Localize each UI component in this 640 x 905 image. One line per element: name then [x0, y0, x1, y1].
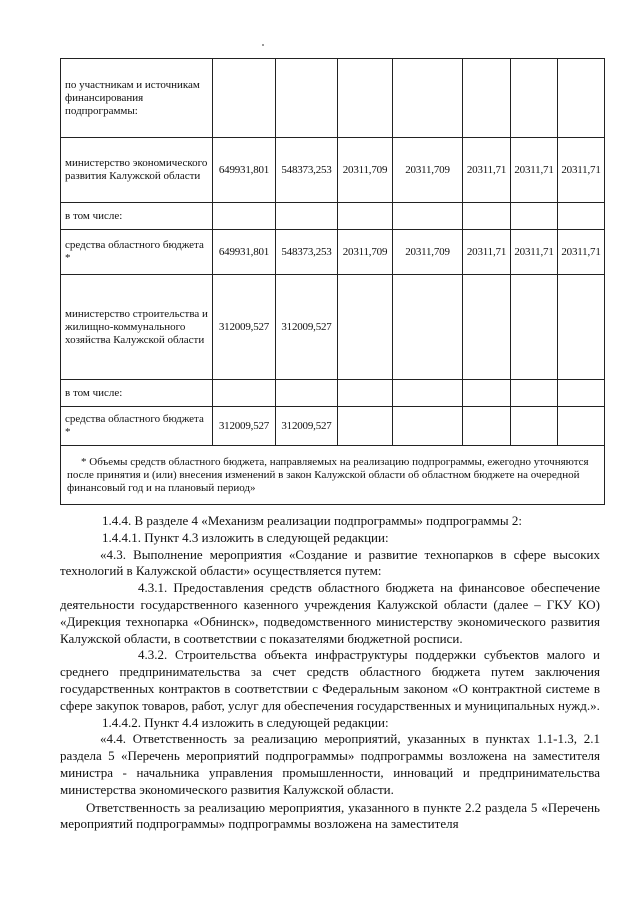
table-cell	[393, 59, 463, 138]
row-label: министерство экономического развития Калужской области	[61, 138, 213, 203]
table-row	[61, 138, 605, 203]
table-cell	[511, 380, 558, 407]
table-cell: 649931,801	[213, 138, 276, 203]
table-row	[61, 380, 605, 407]
table-cell	[338, 380, 393, 407]
table-cell	[463, 275, 511, 380]
document-body	[60, 513, 600, 833]
table-cell: 20311,709	[393, 230, 463, 275]
paragraph-point-4-3-1: 4.3.1. Предоставления средств областного бюджета на финансовое обеспечение деятельности государственного казенного учреждения Калужской области (далее – ГКУ КО) «Дирекция технопарка «Обнинск», подведомственного министерству экономического развития Калужской области, в соответствии с показателями бюджетной росписи.	[60, 580, 600, 646]
table-cell: 548373,253	[276, 230, 338, 275]
row-label: министерство строительства и жилищно-коммунального хозяйства Калужской области	[61, 275, 213, 380]
footnote-row	[61, 446, 605, 505]
footnote-line: * Объемы средств областного бюджета, направляемых на реализацию подпрограммы, ежегодно уточняются	[81, 455, 589, 468]
table-cell	[213, 380, 276, 407]
table-cell: 312009,527	[213, 407, 276, 446]
paragraph-item-1-4-4-2: 1.4.4.2. Пункт 4.4 изложить в следующей редакции:	[102, 714, 389, 730]
table-cell	[276, 380, 338, 407]
table-cell	[463, 59, 511, 138]
table-row	[61, 275, 605, 380]
table-cell	[276, 203, 338, 230]
paragraph-responsibility: Ответственность за реализацию мероприятия, указанного в пункте 2.2 раздела 5 «Перечень мероприятий подпрограммы» подпрограммы возложена на заместителя	[60, 799, 600, 832]
table-cell: 312009,527	[276, 407, 338, 446]
paragraph-point-4-4: «4.4. Ответственность за реализацию мероприятий, указанных в пунктах 1.1-1.3, 2.1 раздела 5 «Перечень мероприятий подпрограммы» подпрограммы возложена на заместителя министра - начальника управления промышленности, инноваций и предпринимательства министерства экономического развития Калужской области.	[60, 731, 600, 797]
row-label: средства областного бюджета *	[61, 407, 213, 446]
paragraph-section-1-4-4: 1.4.4. В разделе 4 «Механизм реализации подпрограммы» подпрограммы 2:	[102, 513, 522, 528]
table-cell: 20311,71	[463, 230, 511, 275]
table-cell	[338, 275, 393, 380]
footnote-line: после принятия и (или) внесения изменений в закон Калужской области об областном бюджете на очередной	[67, 468, 580, 481]
paragraph-point-4-3-2: 4.3.2. Строительства объекта инфраструктуры поддержки субъектов малого и среднего предпринимательства за счет средств областного бюджета путем заключения государственных контрактов в соответствии с Федеральным законом «О контрактной системе в сфере закупок товаров, работ, услуг для обеспечения государственных и муниципальных нужд.».	[60, 647, 600, 713]
table-footnote	[61, 446, 605, 505]
table-cell	[558, 380, 605, 407]
row-label: в том числе:	[61, 380, 213, 407]
table-cell	[558, 203, 605, 230]
table-cell	[338, 59, 393, 138]
funding-table	[60, 58, 605, 505]
table-cell	[213, 59, 276, 138]
table-row	[61, 407, 605, 446]
table-cell: 20311,71	[558, 230, 605, 275]
table-cell	[338, 203, 393, 230]
scan-speck	[262, 44, 264, 46]
table-cell	[276, 59, 338, 138]
table-cell	[393, 380, 463, 407]
row-label: по участникам и источникам финансирования подпрограммы:	[61, 59, 213, 138]
table-cell: 20311,71	[511, 230, 558, 275]
table-cell	[213, 203, 276, 230]
table-cell: 649931,801	[213, 230, 276, 275]
table-cell	[393, 275, 463, 380]
table-cell: 312009,527	[276, 275, 338, 380]
table-cell: 20311,709	[338, 138, 393, 203]
row-label: в том числе:	[61, 203, 213, 230]
table-cell: 20311,71	[463, 138, 511, 203]
table-cell	[463, 407, 511, 446]
table-cell	[558, 407, 605, 446]
row-label: средства областного бюджета *	[61, 230, 213, 275]
table-cell	[338, 407, 393, 446]
table-cell: 20311,709	[393, 138, 463, 203]
table-cell	[463, 380, 511, 407]
table-cell	[558, 59, 605, 138]
table-cell: 20311,71	[511, 138, 558, 203]
table-cell: 20311,71	[558, 138, 605, 203]
table-cell	[511, 407, 558, 446]
table-cell	[393, 203, 463, 230]
table-cell	[511, 203, 558, 230]
paragraph-point-4-3: «4.3. Выполнение мероприятия «Создание и развитие технопарков в сфере высоких технологий в Калужской области» осуществляется путем:	[60, 546, 600, 579]
footnote-line: финансовый год и на плановый период»	[67, 481, 256, 494]
paragraph-item-1-4-4-1: 1.4.4.1. Пункт 4.3 изложить в следующей редакции:	[102, 529, 389, 545]
table-cell	[558, 275, 605, 380]
table-row	[61, 230, 605, 275]
table-cell	[511, 275, 558, 380]
table-row	[61, 203, 605, 230]
table-cell: 548373,253	[276, 138, 338, 203]
table-cell	[463, 203, 511, 230]
table-row	[61, 59, 605, 138]
table-cell	[393, 407, 463, 446]
table-cell: 20311,709	[338, 230, 393, 275]
table-cell	[511, 59, 558, 138]
table-cell: 312009,527	[213, 275, 276, 380]
